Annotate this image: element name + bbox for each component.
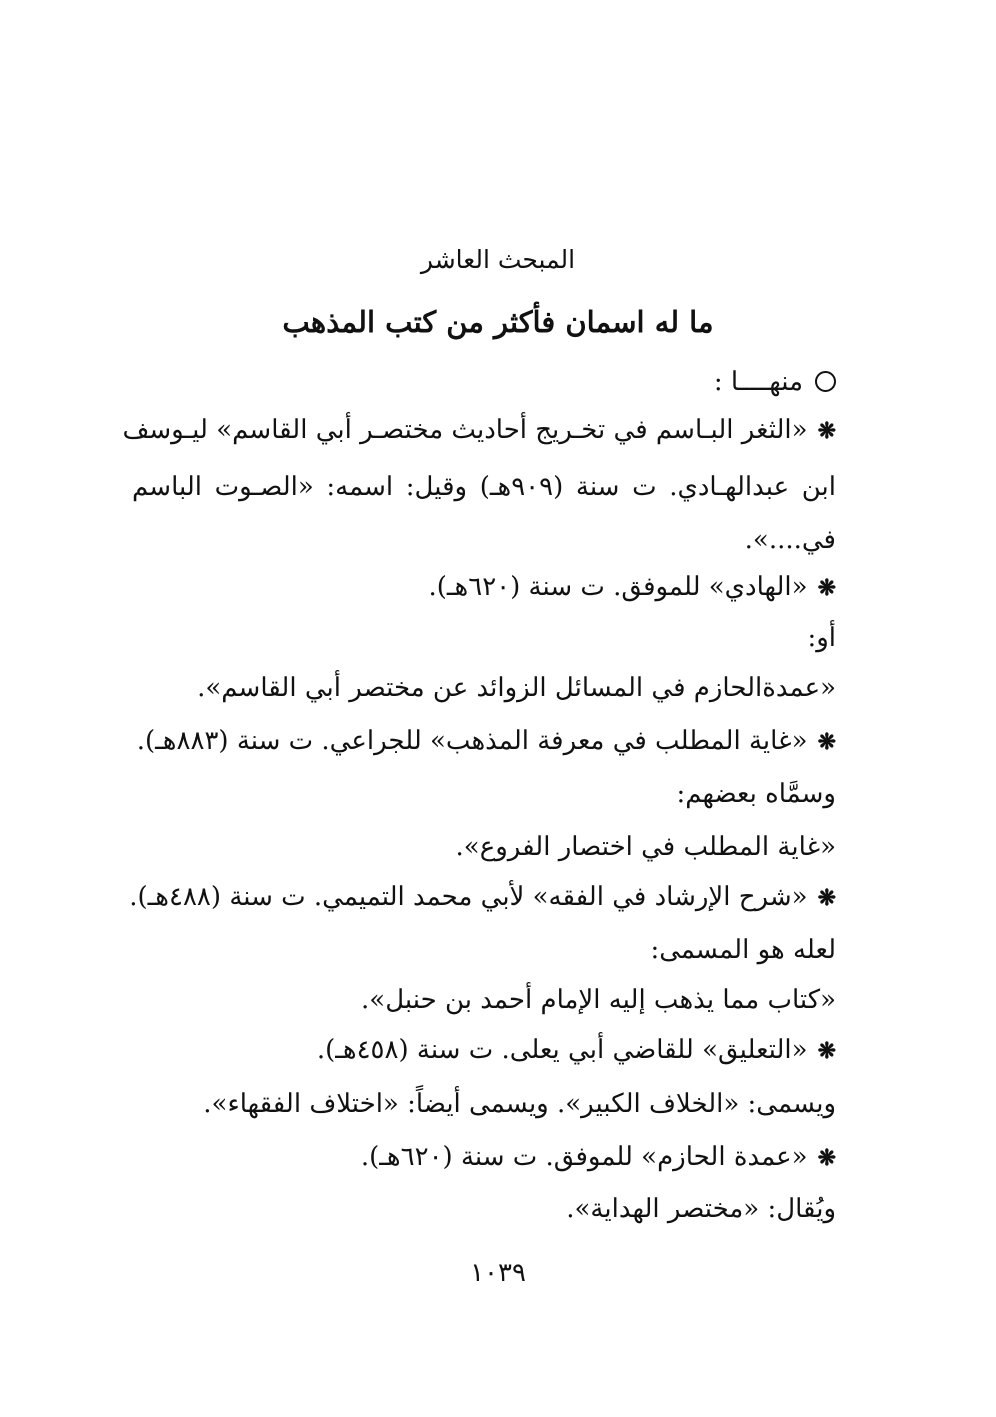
list-item-continuation xyxy=(132,467,836,507)
circle-bullet-icon xyxy=(815,371,836,392)
star-bullet-icon: ❋ xyxy=(817,575,836,601)
line-text: في....». xyxy=(744,525,836,555)
text-line xyxy=(650,930,836,970)
line-text: «شرح الإرشاد في الفقه» لأبي محمد التميمي. ت سنة (٤٨٨هـ). xyxy=(129,882,808,912)
line-text: ويُقال: «مختصر الهداية». xyxy=(566,1194,836,1224)
line-text: وسمَّاه بعضهم: xyxy=(676,779,836,809)
list-item xyxy=(361,1137,836,1178)
line-text: «عمدةالحازم في المسائل الزوائد عن مختصر أبي القاسم». xyxy=(197,673,836,703)
list-item xyxy=(122,410,836,451)
line-text: «التعليق» للقاضي أبي يعلى. ت سنة (٤٥٨هـ). xyxy=(316,1035,808,1065)
line-text: «عمدة الحازم» للموفق. ت سنة (٦٢٠هـ). xyxy=(360,1142,808,1172)
text-line xyxy=(361,980,836,1020)
text-line xyxy=(203,1084,836,1124)
page-number: ١٠٣٩ xyxy=(470,1258,526,1288)
line-text: «كتاب مما يذهب إليه الإمام أحمد بن حنبل». xyxy=(361,985,836,1015)
text-line xyxy=(456,827,836,867)
line-text: ابن عبدالهـادي. ت سنة (٩٠٩هـ) وقيل: اسمه: «الصـوت الباسم xyxy=(132,472,836,502)
list-item xyxy=(428,567,836,608)
line-text: «الثغر البـاسم في تخـريج أحاديث مختصـر أبي القاسم» ليـوسف xyxy=(122,415,808,445)
line-text: «غاية المطلب في اختصار الفروع». xyxy=(455,832,836,862)
text-line xyxy=(566,1189,836,1229)
list-item-continuation xyxy=(745,520,836,560)
star-bullet-icon: ❋ xyxy=(817,1145,836,1171)
text-line xyxy=(197,668,836,708)
intro-text: منهــــا : xyxy=(713,367,803,397)
text-line xyxy=(676,774,836,814)
line-text: أو: xyxy=(807,623,836,653)
star-bullet-icon: ❋ xyxy=(817,418,836,444)
section-title: ما له اسمان فأكثر من كتب المذهب xyxy=(282,305,714,339)
list-item xyxy=(317,1030,836,1071)
star-bullet-icon: ❋ xyxy=(817,1038,836,1064)
star-bullet-icon: ❋ xyxy=(817,729,836,755)
text-line xyxy=(807,618,836,658)
list-item xyxy=(137,721,836,762)
line-text: ويسمى: «الخلاف الكبير». ويسمى أيضاً: «اختلاف الفقهاء». xyxy=(203,1089,836,1119)
chapter-label: المبحث العاشر xyxy=(420,245,576,274)
line-text: لعله هو المسمى: xyxy=(650,935,836,965)
intro-line xyxy=(714,362,836,402)
line-text: «غاية المطلب في معرفة المذهب» للجراعي. ت سنة (٨٨٣هـ). xyxy=(136,726,808,756)
line-text: «الهادي» للموفق. ت سنة (٦٢٠هـ). xyxy=(428,572,808,602)
star-bullet-icon: ❋ xyxy=(817,885,836,911)
list-item xyxy=(129,877,836,918)
